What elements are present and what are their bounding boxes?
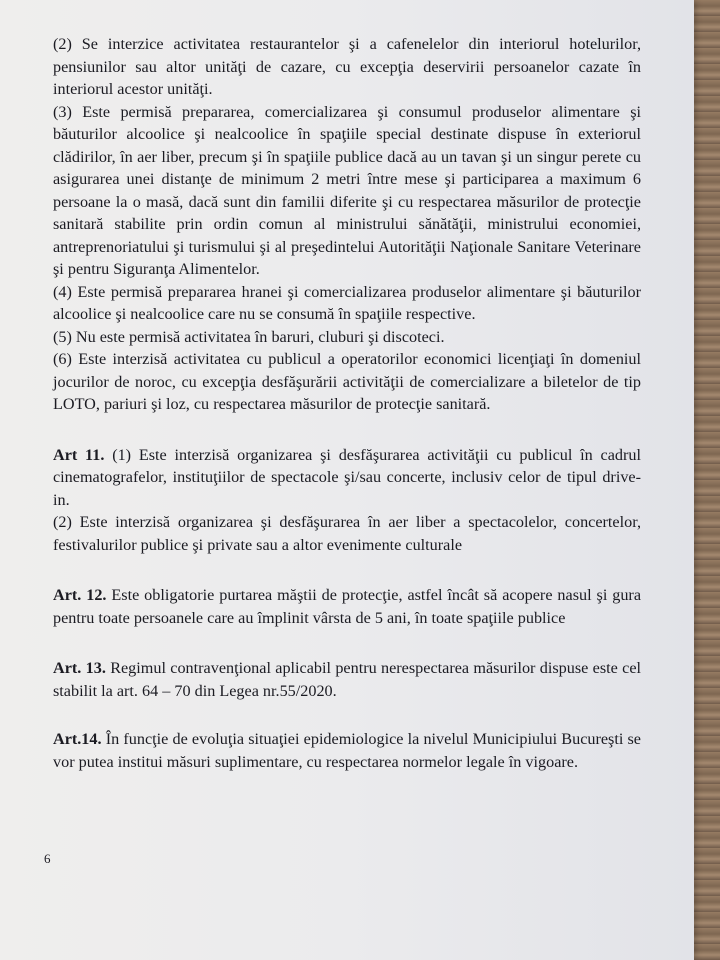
art13-label: Art. 13.: [53, 659, 106, 677]
art10-paragraph-2: (2) Se interzice activitatea restaurantelor şi a cafenelelor din interiorul hotelurilor, pensiunilor sau altor unităţi de cazare, cu excepţia deservirii persoanelor cazate în interiorul acestor unităţi.: [53, 35, 641, 98]
art11-paragraph-1: [53, 444, 641, 512]
art14-paragraph: [53, 728, 641, 773]
art11-text-1: (1) Este interzisă organizarea şi desfăşurarea activităţii cu publicul în cadrul cinematografelor, instituţiilor de spectacole şi/sau concerte, inclusiv celor de tipul drive-in.: [53, 445, 641, 509]
spacer: [53, 416, 641, 444]
document-body: [53, 33, 641, 773]
spacer: [53, 629, 641, 657]
page-number: 6: [44, 851, 51, 866]
spacer: [53, 556, 641, 584]
art13-text: Regimul contravenţional aplicabil pentru nerespectarea măsurilor dispuse este cel stabilit la art. 64 – 70 din Legea nr.55/2020.: [53, 659, 642, 700]
art10-paragraph-4: (4) Este permisă prepararea hranei şi comercializarea produselor alimentare şi băuturilor alcoolice şi nealcoolice care nu se consumă în spaţiile respective.: [53, 282, 641, 323]
art12-paragraph: [53, 584, 641, 629]
art11-paragraph-2: (2) Este interzisă organizarea şi desfăşurarea în aer liber a spectacolelor, concertelor, festivalurilor publice şi private sau a altor evenimente culturale: [53, 513, 641, 554]
art14-label: Art.14.: [53, 730, 102, 748]
art10-paragraph-3: (3) Este permisă prepararea, comercializarea şi consumul produselor alimentare şi băuturilor alcoolice şi nealcoolice în spaţiile special destinate dispuse în exteriorul clădirilor, în aer liber, precum şi în spaţiile publice dacă au un tavan şi un singur perete cu asigurarea unei distanţe de minimum 2 metri între mese şi participarea a maximum 6 persoane la o masă, dacă sunt din familii diferite şi cu respectarea măsurilor de protecţie sanitară stabilite prin ordin comun al ministrului sănătăţii, ministrului economiei, antreprenoriatului şi turismului şi al preşedintelui Autorităţii Naţionale Sanitare Veterinare şi pentru Siguranţa Alimentelor.: [53, 102, 641, 278]
art12-text: Este obligatorie purtarea măştii de protecţie, astfel încât să acopere nasul şi gura pentru toate persoanele care au împlinit vârsta de 5 ani, în toate spaţiile publice: [53, 586, 641, 627]
art11-label: Art 11.: [53, 445, 105, 464]
art12-label: Art. 12.: [53, 586, 107, 604]
art14-text: În funcţie de evoluţia situaţiei epidemiologice la nivelul Municipiului Bucureşti se vor putea institui măsuri suplimentare, cu respectarea normelor legale în vigoare.: [53, 730, 641, 771]
spacer: [53, 702, 641, 728]
art10-paragraph-6: (6) Este interzisă activitatea cu publicul a operatorilor economici licenţiaţi în domeniul jocurilor de noroc, cu excepţia desfăşurării activităţii de comercializare a biletelor de tip LOTO, pariuri şi loz, cu respectarea măsurilor de protecţie sanitară.: [53, 350, 641, 413]
art13-paragraph: [53, 657, 641, 702]
art10-paragraph-5: (5) Nu este permisă activitatea în baruri, cluburi şi discoteci.: [53, 327, 445, 346]
